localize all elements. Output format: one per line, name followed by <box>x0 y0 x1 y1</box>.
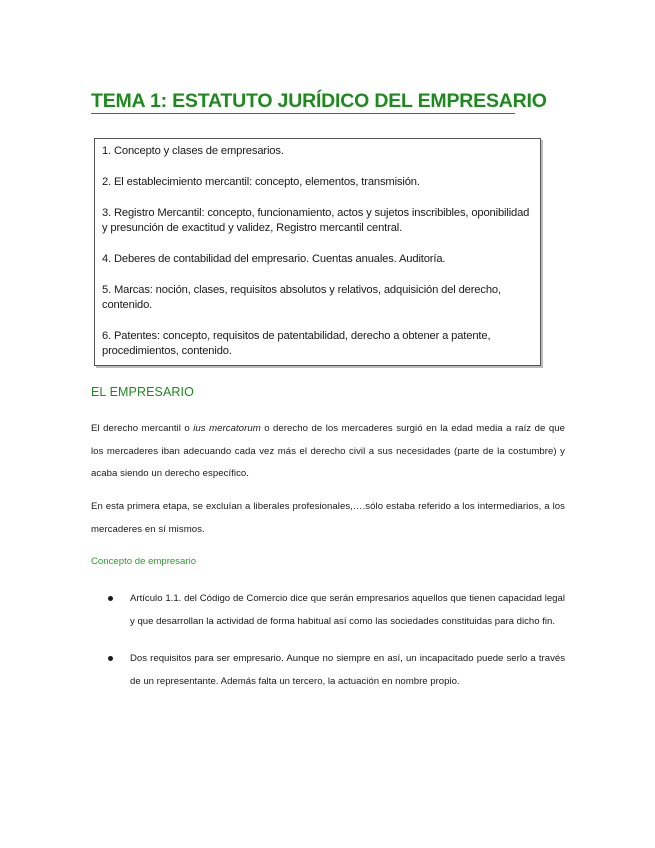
document-title: TEMA 1: ESTATUTO JURÍDICO DEL EMPRESARIO <box>91 90 547 112</box>
section-heading: EL EMPRESARIO <box>91 385 194 399</box>
bullet-text: Dos requisitos para ser empresario. Aunque no siempre en así, un incapacitado puede serlo a través de un representante. Además falta un tercero, la actuación en nombre propio. <box>130 653 565 687</box>
topic-item: 4. Deberes de contabilidad del empresario. Cuentas anuales. Auditoría. <box>102 253 446 265</box>
paragraph-text: El derecho mercantil o <box>91 423 194 434</box>
latin-term: ius mercatorum <box>193 423 261 434</box>
bullet-list <box>91 588 565 708</box>
intro-paragraph <box>91 418 565 486</box>
topic-item: 2. El establecimiento mercantil: concepto, elementos, transmisión. <box>102 176 420 188</box>
bullet-text: Artículo 1.1. del Código de Comercio dice que serán empresarios aquellos que tienen capacidad legal y que desarrollan la actividad de forma habitual así como las sociedades constituidas para dicho fin. <box>130 593 565 627</box>
title-underline <box>91 113 515 114</box>
bullet-item <box>91 648 565 693</box>
topic-item: 1. Concepto y clases de empresarios. <box>102 145 284 157</box>
bullet-icon <box>108 596 113 601</box>
topic-item: 5. Marcas: noción, clases, requisitos absolutos y relativos, adquisición del derecho, contenido. <box>102 284 501 311</box>
second-paragraph: En esta primera etapa, se excluían a liberales profesionales,….sólo estaba referido a los intermediarios, a los mercaderes en sí mismos. <box>91 501 565 535</box>
topics-box <box>94 138 541 366</box>
bullet-icon <box>108 656 113 661</box>
topic-item: 6. Patentes: concepto, requisitos de patentabilidad, derecho a obtener a patente, procedimientos, contenido. <box>102 330 491 357</box>
subheading: Concepto de empresario <box>91 556 197 567</box>
paragraph-text: o derecho de los mercaderes surgió en la edad media a raíz de que los mercaderes iban adecuando cada vez más el derecho civil a sus necesidades (parte de la costumbre) y acaba siendo un derecho específico. <box>91 423 565 479</box>
topics-list <box>95 139 540 359</box>
topic-item: 3. Registro Mercantil: concepto, funcionamiento, actos y sujetos inscribibles, oponibilidad y presunción de exactitud y validez, Registro mercantil central. <box>102 207 530 234</box>
bullet-item <box>91 588 565 633</box>
